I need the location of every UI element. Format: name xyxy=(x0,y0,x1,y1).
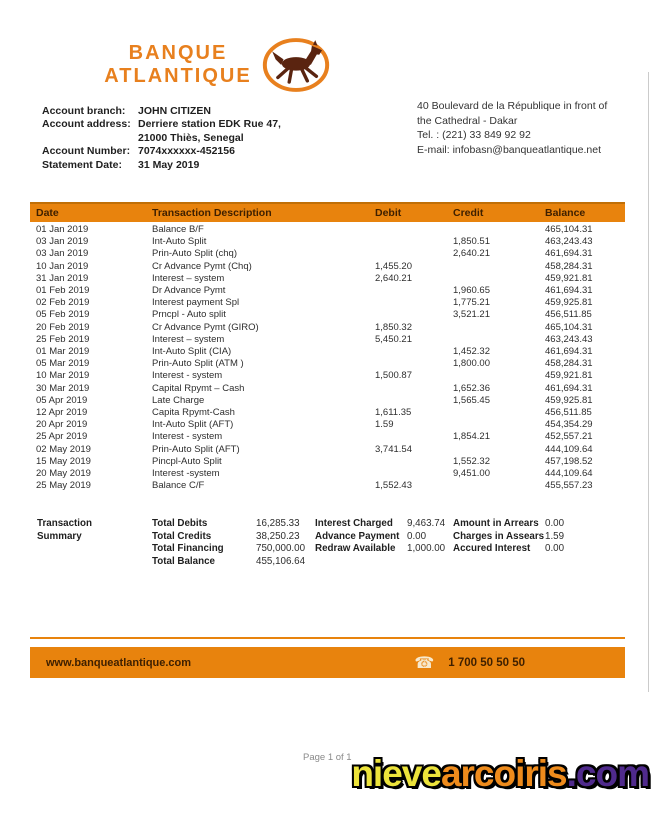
header-date: Date xyxy=(36,207,59,219)
summary-value: 38,250.23 xyxy=(256,530,300,542)
cell-date: 01 Mar 2019 xyxy=(36,346,90,358)
watermark-part3: .com xyxy=(566,753,649,794)
summary-label: Total Balance xyxy=(152,555,215,567)
cell-date: 02 May 2019 xyxy=(36,443,91,455)
cell-balance: 461,694.31 xyxy=(545,285,593,297)
summary-row xyxy=(30,518,625,531)
summary-value: 1.59 xyxy=(545,530,565,542)
cell-balance: 459,925.81 xyxy=(545,394,593,406)
summary-row xyxy=(30,531,625,544)
summary-value: 9,463.74 xyxy=(407,518,446,529)
cell-balance: 458,284.31 xyxy=(545,260,593,272)
cell-date: 05 Apr 2019 xyxy=(36,394,88,406)
cell-date: 10 Jan 2019 xyxy=(36,260,89,272)
header-debit: Debit xyxy=(375,207,402,219)
summary-title: Transaction xyxy=(37,518,92,529)
cell-balance: 461,694.31 xyxy=(545,346,593,358)
account-row xyxy=(42,105,281,118)
table-row xyxy=(36,261,625,273)
summary-label: Advance Payment xyxy=(315,530,400,542)
summary-value: 0.00 xyxy=(545,543,565,555)
bank-contact-line: the Cathedral - Dakar xyxy=(417,114,518,127)
cell-balance: 465,104.31 xyxy=(545,321,593,333)
cell-credit: 1,552.32 xyxy=(453,455,490,467)
table-row xyxy=(36,285,625,297)
cell-date: 20 Feb 2019 xyxy=(36,321,90,333)
telephone-icon: ☎ xyxy=(414,654,435,672)
cell-credit xyxy=(453,273,545,285)
cell-date: 15 May 2019 xyxy=(36,455,91,467)
summary-label: Total Credits xyxy=(152,530,212,542)
account-value: 7074xxxxxx-452156 xyxy=(138,145,235,158)
cell-date: 12 Apr 2019 xyxy=(36,407,88,419)
cell-debit xyxy=(375,309,453,321)
account-value: 31 May 2019 xyxy=(138,158,200,171)
cell-date: 31 Jan 2019 xyxy=(36,272,89,284)
cell-date: 20 Apr 2019 xyxy=(36,419,88,431)
cell-description: Balance C/F xyxy=(152,480,205,492)
cell-credit: 1,800.00 xyxy=(453,358,490,370)
table-row xyxy=(36,273,625,285)
cell-debit xyxy=(375,383,453,395)
table-row xyxy=(36,444,625,456)
summary-title xyxy=(37,543,152,556)
footer-rule xyxy=(30,637,625,639)
summary-value xyxy=(407,556,453,569)
cell-debit: 1,500.87 xyxy=(375,370,412,382)
table-row xyxy=(36,322,625,334)
footer-bar xyxy=(30,647,625,678)
cell-debit: 1,455.20 xyxy=(375,260,412,272)
cell-balance: 456,511.85 xyxy=(545,407,592,419)
transaction-table xyxy=(30,202,625,492)
cell-balance: 463,243.43 xyxy=(545,333,593,345)
cell-description: Int-Auto Split (AFT) xyxy=(152,419,234,431)
cell-date: 05 Mar 2019 xyxy=(36,358,90,370)
cell-description: Prin-Auto Split (chq) xyxy=(152,248,238,260)
cell-debit: 1,850.32 xyxy=(375,321,412,333)
summary-label xyxy=(453,556,545,569)
table-row xyxy=(36,480,625,492)
account-label xyxy=(42,132,138,145)
transaction-table-body xyxy=(30,222,625,492)
summary-value: 0.00 xyxy=(407,530,427,542)
table-row xyxy=(36,297,625,309)
cell-description: Late Charge xyxy=(152,394,205,406)
cell-description: Int-Auto Split (CIA) xyxy=(152,346,232,358)
cell-description: Prin-Auto Split (ATM ) xyxy=(152,358,244,370)
cell-date: 25 Apr 2019 xyxy=(36,431,88,443)
horse-badge-icon xyxy=(262,36,330,94)
cell-credit xyxy=(453,370,545,382)
cell-debit: 1,611.35 xyxy=(375,407,412,419)
cell-balance: 465,104.31 xyxy=(545,224,593,235)
cell-date: 02 Feb 2019 xyxy=(36,297,90,309)
cell-description: Interest - system xyxy=(152,370,223,382)
cell-description: Balance B/F xyxy=(152,224,204,235)
table-row xyxy=(36,395,625,407)
cell-balance: 452,557.21 xyxy=(545,431,593,443)
summary-label: Accured Interest xyxy=(453,543,531,555)
table-row xyxy=(36,431,625,443)
cell-debit xyxy=(375,395,453,407)
footer-phone-number: 1 700 50 50 50 xyxy=(448,656,525,669)
table-row xyxy=(36,407,625,419)
summary-row xyxy=(30,543,625,556)
account-label: Statement Date: xyxy=(42,158,122,171)
cell-debit xyxy=(375,358,453,370)
cell-date: 30 Mar 2019 xyxy=(36,382,90,394)
account-row xyxy=(42,145,281,158)
cell-credit: 1,452.32 xyxy=(453,346,490,358)
cell-balance: 457,198.52 xyxy=(545,455,593,467)
cell-balance: 461,694.31 xyxy=(545,382,593,394)
account-row xyxy=(42,132,281,145)
header-credit: Credit xyxy=(453,207,484,219)
cell-date: 25 Feb 2019 xyxy=(36,333,90,345)
bank-contact-block xyxy=(417,99,649,157)
cell-balance: 444,109.64 xyxy=(545,443,593,455)
cell-balance: 444,109.64 xyxy=(545,468,593,480)
cell-date: 03 Jan 2019 xyxy=(36,236,89,248)
cell-description: Capital Rpymt – Cash xyxy=(152,382,245,394)
cell-description: Interest – system xyxy=(152,272,225,284)
transaction-summary xyxy=(30,518,625,568)
logo-line-atlantique: ATLANTIQUE xyxy=(104,65,252,87)
cell-debit xyxy=(375,224,453,236)
cell-credit xyxy=(453,322,545,334)
cell-balance: 454,354.29 xyxy=(545,419,593,431)
summary-label: Total Financing xyxy=(152,543,224,555)
table-row xyxy=(36,370,625,382)
bank-logo-wordmark xyxy=(100,42,256,88)
cell-date: 03 Jan 2019 xyxy=(36,248,89,260)
cell-debit: 1.59 xyxy=(375,419,394,431)
cell-description: Prncpl - Auto split xyxy=(152,309,226,321)
summary-label: Total Debits xyxy=(152,518,208,529)
summary-value xyxy=(545,556,625,569)
account-info xyxy=(42,105,281,172)
summary-value: 0.00 xyxy=(545,518,565,529)
table-row xyxy=(36,468,625,480)
summary-value: 16,285.33 xyxy=(256,518,300,529)
table-header-row xyxy=(30,202,625,222)
header-description: Transaction Description xyxy=(152,207,272,219)
account-value: Derriere station EDK Rue 47, xyxy=(138,118,281,131)
cell-description: Interest payment Spl xyxy=(152,297,240,309)
cell-balance: 459,925.81 xyxy=(545,297,593,309)
account-value: JOHN CITIZEN xyxy=(138,105,211,117)
cell-balance: 463,243.43 xyxy=(545,236,593,248)
cell-credit xyxy=(453,480,545,492)
cell-credit xyxy=(453,407,545,419)
account-label: Account Number: xyxy=(42,145,131,158)
table-row xyxy=(36,358,625,370)
summary-title xyxy=(37,556,152,569)
cell-description: Cr Advance Pymt (GIRO) xyxy=(152,321,259,333)
cell-credit: 1,854.21 xyxy=(453,431,490,443)
table-row xyxy=(36,309,625,321)
cell-balance: 456,511.85 xyxy=(545,309,592,321)
cell-debit: 2,640.21 xyxy=(375,272,412,284)
bank-contact-line: 40 Boulevard de la République in front of xyxy=(417,100,608,112)
table-row xyxy=(36,383,625,395)
account-row xyxy=(42,118,281,131)
cell-debit xyxy=(375,346,453,358)
cell-description: Interest - system xyxy=(152,431,223,443)
footer-website: www.banqueatlantique.com xyxy=(46,656,192,669)
cell-debit: 5,450.21 xyxy=(375,333,412,345)
cell-description: Int-Auto Split xyxy=(152,236,207,248)
cell-debit xyxy=(375,248,453,260)
table-row xyxy=(36,248,625,260)
table-row xyxy=(36,346,625,358)
summary-value: 750,000.00 xyxy=(256,543,306,555)
cell-credit xyxy=(453,224,545,236)
cell-description: Interest -system xyxy=(152,468,220,480)
cell-description: Prin-Auto Split (AFT) xyxy=(152,443,240,455)
cell-credit xyxy=(453,419,545,431)
cell-debit xyxy=(375,236,453,248)
cell-debit: 1,552.43 xyxy=(375,480,412,492)
cell-credit: 1,565.45 xyxy=(453,394,490,406)
summary-value: 455,106.64 xyxy=(256,555,306,567)
account-label: Account address: xyxy=(42,118,131,131)
cell-credit: 1,850.51 xyxy=(453,236,490,248)
cell-credit: 1,775.21 xyxy=(453,297,490,309)
account-label: Account branch: xyxy=(42,105,126,117)
bank-logo xyxy=(100,36,330,94)
summary-label: Amount in Arrears xyxy=(453,518,539,529)
table-row xyxy=(36,334,625,346)
scan-artifact-line xyxy=(648,72,649,692)
cell-credit: 1,652.36 xyxy=(453,382,490,394)
page-number-label: Page 1 of 1 xyxy=(303,752,352,763)
header-balance: Balance xyxy=(545,207,586,219)
cell-debit xyxy=(375,431,453,443)
cell-debit xyxy=(375,285,453,297)
bank-contact-line: Tel. : (221) 33 849 92 92 xyxy=(417,129,531,142)
summary-title: Summary xyxy=(37,530,82,542)
cell-credit: 9,451.00 xyxy=(453,468,490,480)
cell-date: 01 Jan 2019 xyxy=(36,224,89,235)
summary-value: 1,000.00 xyxy=(407,543,446,555)
cell-credit: 2,640.21 xyxy=(453,248,490,260)
cell-description: Cr Advance Pymt (Chq) xyxy=(152,260,252,272)
logo-line-banque: BANQUE xyxy=(128,42,228,64)
watermark-part1: nieve xyxy=(351,753,441,794)
footer-phone-group xyxy=(414,653,525,673)
cell-credit: 3,521.21 xyxy=(453,309,490,321)
cell-date: 05 Feb 2019 xyxy=(36,309,90,321)
cell-debit xyxy=(375,468,453,480)
bank-contact-line: E-mail: infobasn@banqueatlantique.net xyxy=(417,143,602,156)
cell-credit xyxy=(453,261,545,273)
cell-balance: 455,557.23 xyxy=(545,480,593,492)
summary-label: Charges in Assears xyxy=(453,530,545,542)
summary-row xyxy=(30,556,625,569)
table-row xyxy=(36,456,625,468)
cell-description: Interest – system xyxy=(152,333,225,345)
watermark-part2: arcoiris xyxy=(440,753,567,794)
cell-date: 01 Feb 2019 xyxy=(36,285,90,297)
cell-credit xyxy=(453,444,545,456)
cell-debit xyxy=(375,456,453,468)
cell-debit xyxy=(375,297,453,309)
account-row xyxy=(42,159,281,172)
table-row xyxy=(36,236,625,248)
cell-balance: 459,921.81 xyxy=(545,272,593,284)
cell-description: Dr Advance Pymt xyxy=(152,285,226,297)
cell-description: Pincpl-Auto Split xyxy=(152,455,222,467)
watermark xyxy=(351,753,649,795)
table-row xyxy=(36,224,625,236)
cell-balance: 459,921.81 xyxy=(545,370,593,382)
cell-balance: 458,284.31 xyxy=(545,358,593,370)
cell-date: 20 May 2019 xyxy=(36,468,91,480)
summary-label: Interest Charged xyxy=(315,518,393,529)
cell-credit: 1,960.65 xyxy=(453,285,490,297)
cell-credit xyxy=(453,334,545,346)
table-row xyxy=(36,419,625,431)
cell-date: 25 May 2019 xyxy=(36,480,91,492)
cell-debit: 3,741.54 xyxy=(375,443,412,455)
cell-description: Capita Rpymt-Cash xyxy=(152,407,235,419)
cell-balance: 461,694.31 xyxy=(545,248,593,260)
cell-date: 10 Mar 2019 xyxy=(36,370,90,382)
account-value: 21000 Thiès, Senegal xyxy=(138,131,244,144)
summary-label: Redraw Available xyxy=(315,543,396,555)
summary-label xyxy=(315,556,407,569)
